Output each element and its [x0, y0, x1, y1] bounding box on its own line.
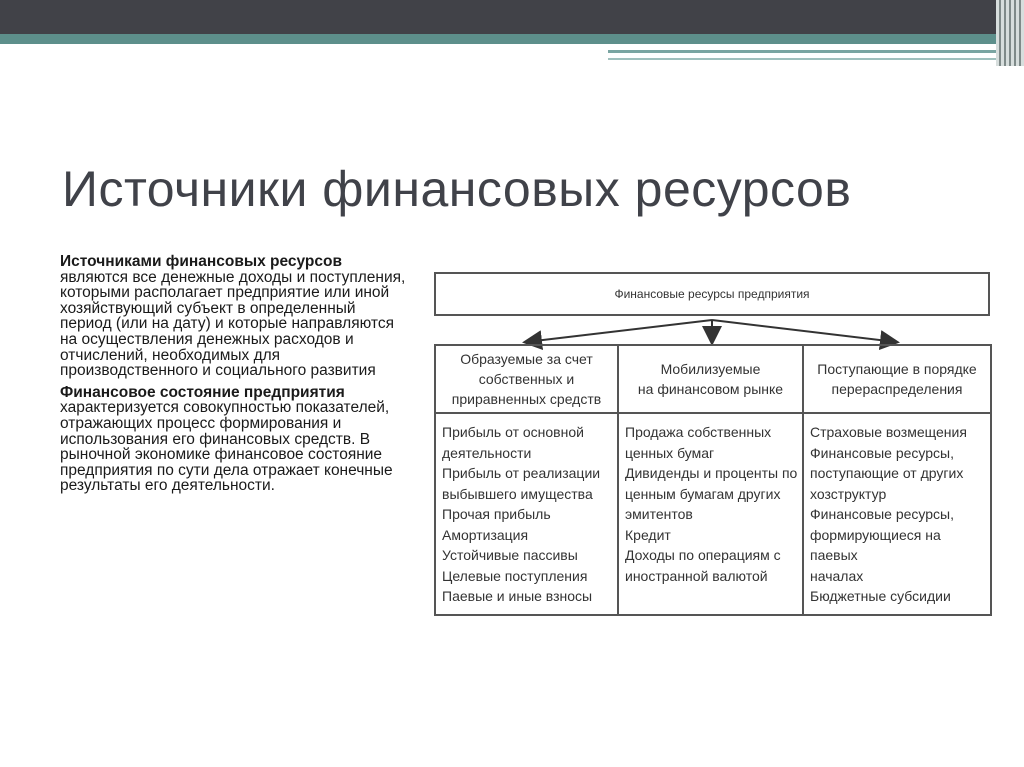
accent-line-secondary [608, 58, 1000, 60]
slide-title: Источники финансовых ресурсов [62, 161, 852, 217]
paragraph-sources [60, 254, 410, 379]
list-item: Прочая прибыль [442, 506, 551, 522]
list-item: Бюджетные субсидии [810, 588, 951, 604]
column-own-funds [436, 346, 619, 614]
paragraph-state [60, 385, 410, 494]
column-header [804, 346, 990, 414]
diagram-table [434, 344, 992, 616]
accent-bar [0, 34, 1000, 44]
definition-sources: являются все денежные доходы и поступления, которыми располагает предприятие или иной хозяйствующий субъект в определенный период (или на дату) и которые направляются на осуществления денежных расходов и отчислений, необходимых для производственного и социального развития [60, 268, 406, 380]
column-header [619, 346, 802, 414]
column-items [442, 422, 613, 607]
term-state: Финансовое состояние предприятия [60, 383, 345, 401]
list-item: Продажа собственных ценных бумаг [625, 424, 772, 461]
term-sources: Источниками финансовых ресурсов [60, 253, 343, 270]
header-bar [0, 0, 1024, 34]
column-header-text: Мобилизуемые на финансовом рынке [637, 361, 784, 397]
definition-state: характеризуется совокупностью показателей, отражающих процесс формирования и использования его финансовых средств. В рыночной экономике финансовое состояние предприятия по сути дела отражает конечные результаты его деятельности. [60, 399, 393, 495]
column-redistribution [804, 346, 990, 614]
list-item: Страховые возмещения [810, 424, 967, 440]
list-item: Амортизация [442, 526, 529, 543]
list-item: Доходы по операциям с иностранной валютой [625, 547, 781, 584]
column-header-text: Поступающие в порядке перераспределения [817, 361, 977, 397]
column-header-text: Образуемые за счет собственных и приравненных средств [451, 351, 602, 407]
column-header [436, 346, 617, 414]
list-item: Прибыль от реализации выбывшего имущества [442, 465, 601, 502]
diagram-root-box: Финансовые ресурсы предприятия [434, 272, 990, 316]
column-items [810, 422, 986, 607]
financial-resources-diagram [430, 270, 996, 620]
body-text [60, 254, 410, 500]
list-item: Кредит [625, 526, 671, 543]
list-item: Финансовые ресурсы, поступающие от других хозструктур [810, 444, 964, 502]
accent-line [608, 50, 1000, 53]
list-item: Прибыль от основной деятельности [442, 424, 584, 461]
decorative-stripes [996, 0, 1024, 66]
list-item: Финансовые ресурсы, формирующиеся на паевых началах [810, 506, 954, 584]
column-financial-market [619, 346, 804, 614]
arrow-right [712, 320, 896, 342]
list-item: Устойчивые пассивы [442, 547, 578, 563]
list-item: Паевые и иные взносы [442, 588, 593, 604]
list-item: Целевые поступления [442, 567, 588, 584]
arrow-left [526, 320, 712, 342]
column-items [625, 422, 798, 586]
list-item: Дивиденды и проценты по ценным бумагам других эмитентов [625, 465, 798, 522]
